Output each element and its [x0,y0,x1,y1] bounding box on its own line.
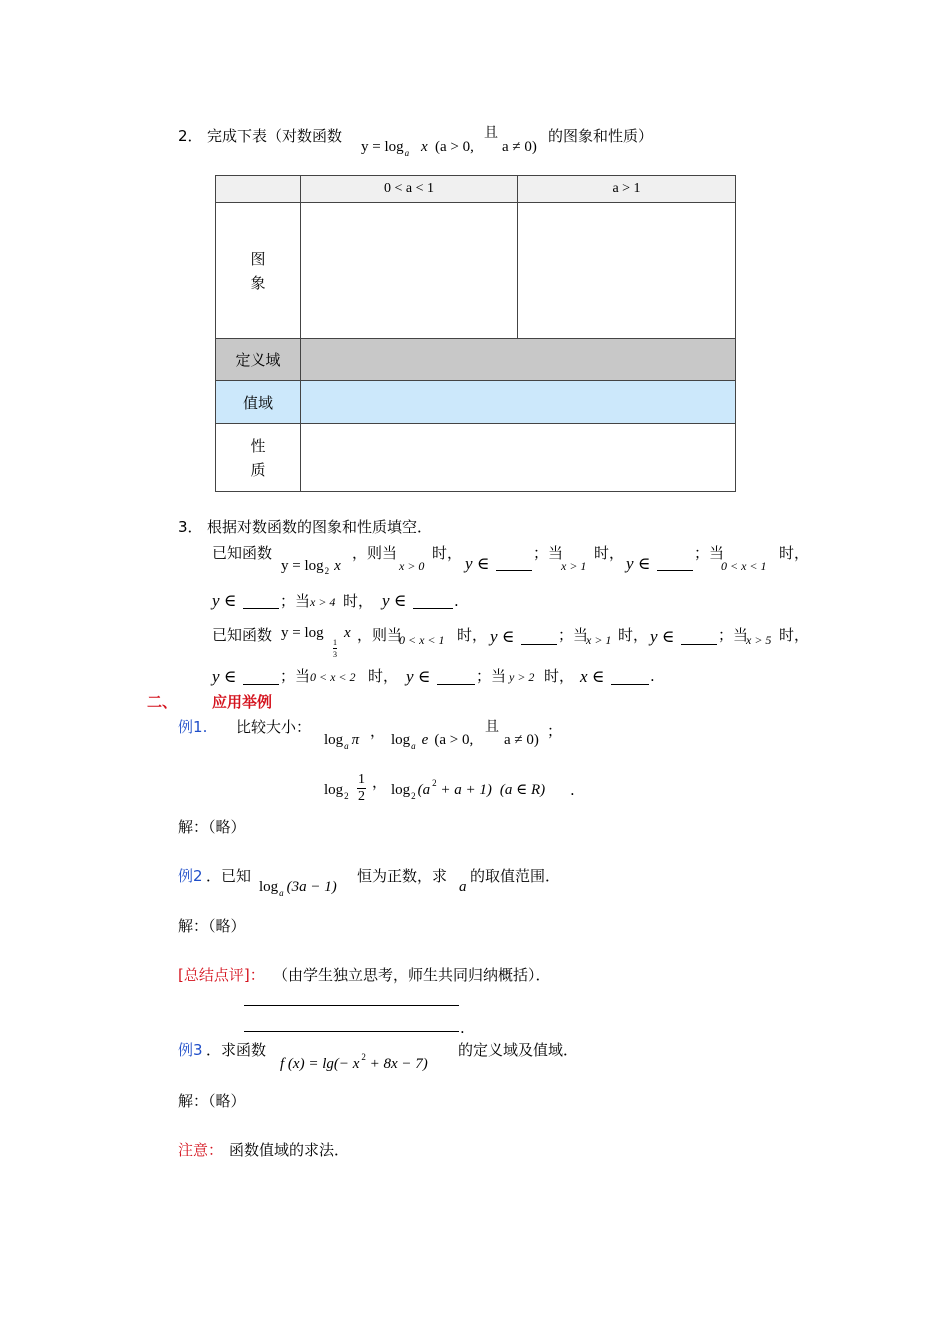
q3-l1-y1: y ∈ [465,554,490,573]
ex2-var: a [459,879,467,895]
q3-l4-text2: 时， [368,667,399,685]
q3-l2-text1: ；当 [280,592,311,610]
q3-l2-text2: 时， [343,592,374,610]
q3-l4-cond2: y > 2 [509,670,535,684]
q3-l3-func-base [333,638,337,660]
solution-2: 解：（略） [178,917,246,935]
q3-l2-blank2[interactable] [413,594,453,609]
table-graph-cell-col1 [300,202,518,339]
ex1-e1a-arg: π [351,732,360,748]
q2-cond2: a ≠ 0) [502,139,537,155]
q3-l4-blank3[interactable] [611,670,649,685]
q2-qie: 且 [484,125,498,141]
q3-l1-text7: 时， [779,544,810,562]
q3-l3-y2: y ∈ [650,627,675,646]
q3-l2-cond1: x > 4 [310,595,336,609]
ex3-expr-sup: 2 [361,1052,366,1062]
q3-l2-end: . [454,592,459,610]
ex3-expr-b: + 8x − 7) [365,1056,428,1072]
q3-title: 根据对数函数的图象和性质填空． [207,518,433,536]
q2-formula [361,139,410,158]
q3-l1-blank2[interactable] [657,556,693,571]
ex2-text-c: 的取值范围． [470,867,561,885]
q3-l1-text6: ；当 [694,544,725,562]
note-text: 函数值域的求法． [229,1141,350,1159]
q3-l1-cond1: x > 0 [399,559,425,573]
q3-l3-cond2: x > 1 [586,633,612,647]
q3-l1-text5: 时， [594,544,625,562]
ex2-expr [259,879,337,898]
ex2-expr-head: log [259,879,279,895]
ex1-e2a: log [324,782,344,798]
q3-l1-func-var: x [334,558,341,574]
q2-formula-base: a [404,148,410,158]
graph-label-char2: 象 [250,273,266,292]
props-label-char2: 质 [250,460,266,479]
q2-text-a: 完成下表（对数函数 [207,127,343,145]
ex1-e2b-arg-a: (a [417,782,431,798]
q3-l4-blank1[interactable] [243,670,279,685]
q2-text-b: 的图象和性质） [548,127,654,145]
ex1-e1a: log [324,732,344,748]
q3-l2-blank1[interactable] [243,594,279,609]
ex1-e1b-cond2: a ≠ 0) [504,732,539,748]
q3-l1-text4: ；当 [533,544,564,562]
q3-l3-blank2[interactable] [681,630,717,645]
table-row-domain-label: 定义域 [215,338,301,381]
ex1-comma1: ， [370,722,386,740]
ex2-text-b: 恒为正数，求 [357,867,448,885]
ex3-expr [280,1052,428,1072]
ex1-e1b-base: a [411,741,416,751]
ex2-expr-base: a [279,888,284,898]
ex1-label [178,720,207,735]
section2-number: 二、 [147,693,178,711]
ex3-text-b: 的定义域及值域． [458,1041,579,1059]
table-corner-cell [215,175,301,203]
q3-l1-func-head: y = log [281,558,324,574]
q3-l4-y1: y ∈ [212,667,237,686]
ex1-e1b: log [391,732,411,748]
q3-l4-text4: 时， [544,667,575,685]
ex1-e1b-cond1: (a > 0, [434,732,474,748]
summary-label: [总结点评]： [178,966,265,984]
table-domain-cell [300,338,736,381]
ex1-label-num: 1 [193,718,203,736]
ex1-e2b-sup: 2 [432,778,437,788]
summary-end: . [460,1019,465,1037]
ex2-label [178,869,203,884]
q3-l3-blank1[interactable] [521,630,557,645]
summary-text: （由学生独立思考，师生共同归纳概括）． [273,966,551,984]
q2-formula-head: y = log [361,139,404,155]
ex1-e2b-arg-b: + a + 1) [436,782,492,798]
q3-l1-cond2: x > 1 [561,559,587,573]
q3-l1-blank1[interactable] [496,556,532,571]
q3-l3-y1: y ∈ [490,627,515,646]
q3-l2-y1: y ∈ [212,591,237,610]
q2-number: 2． [178,127,203,145]
q3-l4-y2: y ∈ [406,667,431,686]
q2-cond1: (a > 0, [435,139,474,155]
q3-l1-text2: ，则当 [352,544,398,562]
summary-blank1[interactable] [244,1005,459,1006]
ex2-text-a: ．已知 [206,867,252,885]
ex1-semi: ； [547,722,563,740]
ex1-fraction [357,772,366,805]
q3-l3-text6: ；当 [718,626,749,644]
q3-l1-text1: 已知函数 [212,544,273,562]
ex2-label-text: 例 [178,867,194,885]
q3-l1-func-base: 2 [324,566,330,576]
q3-l4-text1: ；当 [280,667,311,685]
q3-l4-cond1: 0 < x < 2 [310,670,356,684]
ex1-frac-den: 2 [358,789,365,804]
q3-l1-cond3: 0 < x < 1 [721,559,767,573]
table-graph-cell-col2 [517,202,736,339]
summary-blank2[interactable] [244,1031,459,1032]
q3-l1-func [281,559,341,574]
q3-l3-text4: ；当 [558,626,589,644]
q3-l3-base-den: 3 [333,650,337,659]
ex3-expr-a: f (x) = lg(− x [280,1056,360,1072]
ex3-label-num: 3 [193,1041,203,1059]
q3-l3-cond1: 0 < x < 1 [399,633,445,647]
table-row-graph-label [215,202,301,339]
ex1-e1b-arg: e [421,732,429,748]
ex1-label-dot: . [202,718,208,736]
table-range-cell [300,380,736,424]
section2-title: 应用举例 [212,693,273,711]
solution-1: 解：（略） [178,818,246,836]
q3-number: 3． [178,518,203,536]
q3-l4-x: x ∈ [580,667,605,686]
ex2-label-num: 2 [193,867,203,885]
q3-l3-text2: ，则当 [357,626,403,644]
table-props-cell [300,423,736,492]
q3-l2-y2: y ∈ [382,591,407,610]
solution-3: 解：（略） [178,1092,246,1110]
table-header-col2: a > 1 [517,175,736,203]
ex1-label-text: 例 [178,718,194,736]
q2-var: x [421,139,428,155]
ex1-frac-num: 1 [358,772,365,787]
table-row-props-label [215,423,301,492]
graph-label-char1: 图 [250,249,266,268]
q3-l3-text1: 已知函数 [212,626,273,644]
q3-l4-text3: ；当 [476,667,507,685]
q3-l4-blank2[interactable] [437,670,475,685]
table-row-range-label: 值域 [215,380,301,424]
q3-l3-func-head: y = log [281,625,324,641]
ex3-label-text: 例 [178,1041,194,1059]
ex1-e2b-cond: (a ∈ R) [499,782,546,798]
ex1-expr1 [324,732,360,751]
ex1-comma2: ， [372,773,388,791]
table-header-col1: 0 < a < 1 [300,175,518,203]
q3-l3-text3: 时， [457,626,488,644]
ex1-e2a-base: 2 [344,791,349,801]
ex1-expr4 [391,778,546,801]
ex1-qie: 且 [485,719,499,735]
ex1-e1a-base: a [344,741,349,751]
ex1-end: . [570,781,575,799]
q3-l1-y2: y ∈ [626,554,651,573]
ex1-expr2 [391,732,474,751]
ex1-expr3 [324,782,349,801]
ex1-e2b: log [391,782,411,798]
ex1-e2b-base: 2 [411,791,416,801]
q3-l3-cond3: x > 5 [746,633,772,647]
note-label: 注意： [178,1141,224,1159]
ex2-expr-arg: (3a − 1) [286,879,337,895]
ex3-text-a: ．求函数 [206,1041,267,1059]
q3-l1-text3: 时， [432,544,463,562]
q3-l3-func-var: x [344,625,351,641]
props-label-char1: 性 [250,436,266,455]
q3-l3-text7: 时， [779,626,810,644]
ex3-label [178,1043,203,1058]
q3-l3-base-num: 1 [333,638,337,647]
q3-l4-end: . [650,667,655,685]
q3-l3-text5: 时， [618,626,649,644]
ex1-text: 比较大小： [236,718,312,736]
